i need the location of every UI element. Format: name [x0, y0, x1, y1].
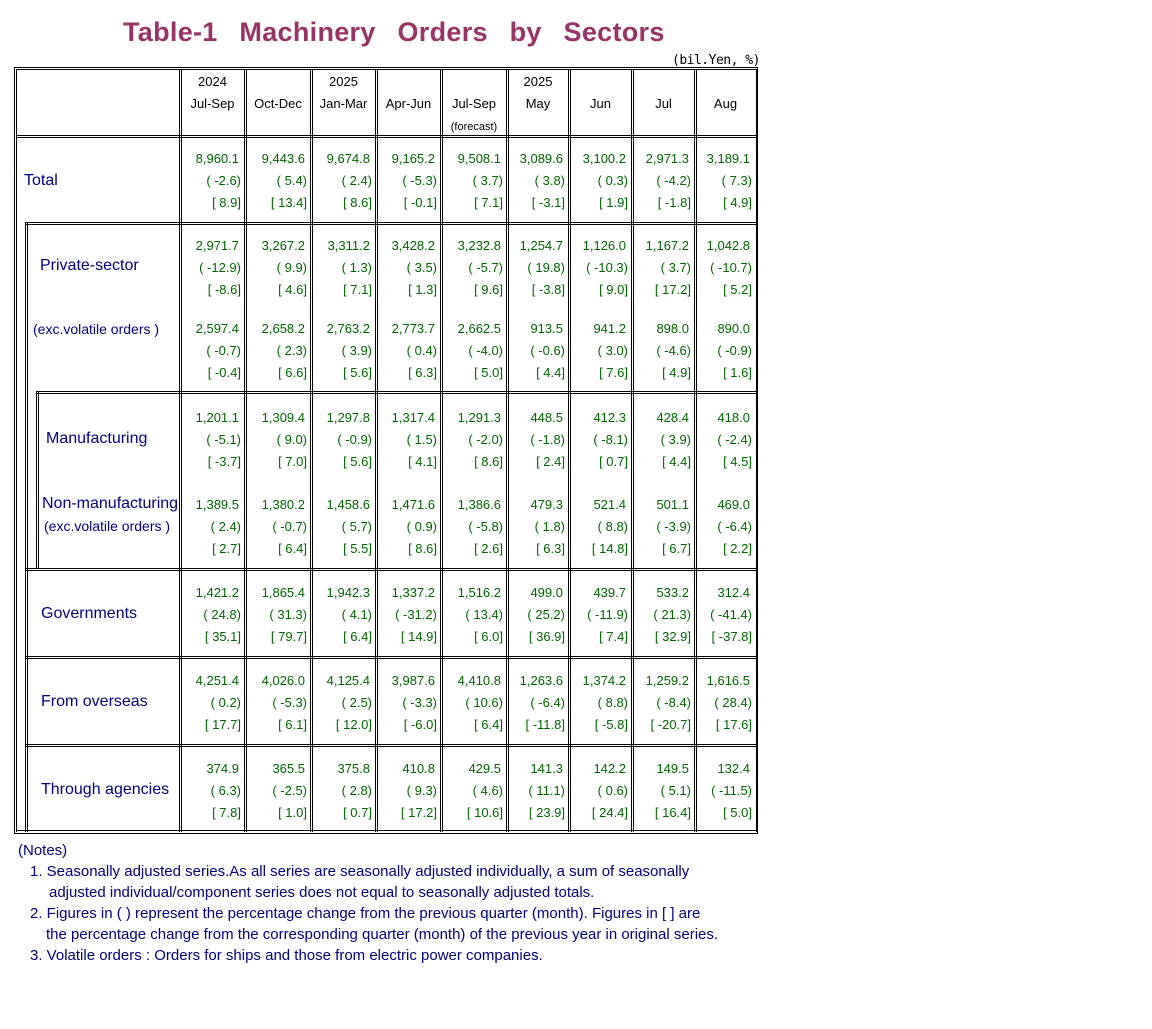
prev-change-cell: ( -41.4)	[710, 607, 752, 622]
column-period: Oct-Dec	[254, 96, 302, 111]
value-cell: 375.8	[337, 761, 370, 776]
prev-change-cell: ( 2.5)	[341, 695, 372, 710]
column-divider	[633, 69, 634, 832]
yoy-change-cell: [ -8.6]	[207, 282, 241, 297]
note-line: the percentage change from the corresponding quarter (month) of the previous year in original series.	[46, 926, 719, 943]
prev-change-cell: ( 7.3)	[721, 173, 752, 188]
row-divider	[36, 391, 757, 392]
yoy-change-cell: [ 7.4]	[599, 629, 628, 644]
yoy-change-cell: [ 17.2]	[400, 805, 437, 820]
column-year: 2025	[523, 74, 553, 89]
table-edge	[16, 69, 757, 70]
yoy-change-cell: [ -3.8]	[531, 282, 565, 297]
value-cell: 4,251.4	[195, 673, 239, 688]
yoy-change-cell: [ 6.7]	[662, 541, 691, 556]
value-cell: 499.0	[530, 585, 563, 600]
prev-change-cell: ( 25.2)	[527, 607, 565, 622]
value-cell: 1,471.6	[391, 497, 435, 512]
prev-change-cell: ( 24.8)	[203, 607, 241, 622]
yoy-change-cell: [ 0.7]	[599, 454, 628, 469]
yoy-change-cell: [ -3.1]	[531, 195, 565, 210]
value-cell: 3,428.2	[391, 238, 435, 253]
prev-change-cell: ( -5.7)	[468, 260, 503, 275]
value-cell: 2,773.7	[391, 321, 435, 336]
value-cell: 149.5	[656, 761, 689, 776]
value-cell: 429.5	[468, 761, 501, 776]
value-cell: 1,263.6	[519, 673, 563, 688]
prev-change-cell: ( -11.5)	[711, 783, 752, 798]
prev-change-cell: ( -5.3)	[402, 173, 437, 188]
value-cell: 374.9	[206, 761, 239, 776]
column-divider	[508, 69, 509, 832]
yoy-change-cell: [ 1.9]	[599, 195, 628, 210]
value-cell: 312.4	[717, 585, 750, 600]
value-cell: 3,100.2	[582, 151, 626, 166]
value-cell: 9,508.1	[457, 151, 501, 166]
prev-change-cell: ( -10.3)	[586, 260, 628, 275]
column-divider	[631, 69, 632, 832]
yoy-change-cell: [ -0.4]	[207, 365, 241, 380]
yoy-change-cell: [ 4.5]	[723, 454, 752, 469]
yoy-change-cell: [ 23.9]	[528, 805, 565, 820]
yoy-change-cell: [ 6.4]	[474, 717, 503, 732]
column-divider	[440, 69, 441, 832]
yoy-change-cell: [ 5.5]	[343, 541, 372, 556]
prev-change-cell: ( -2.4)	[717, 432, 752, 447]
value-cell: 4,125.4	[326, 673, 370, 688]
column-period: Apr-Jun	[385, 96, 432, 111]
note-line: adjusted individual/component series does not equal to seasonally adjusted totals.	[49, 884, 595, 901]
prev-change-cell: ( -8.1)	[593, 432, 628, 447]
value-cell: 8,960.1	[195, 151, 239, 166]
yoy-change-cell: [ 36.9]	[528, 629, 565, 644]
prev-change-cell: ( 13.4)	[465, 607, 503, 622]
yoy-change-cell: [ -1.8]	[657, 195, 691, 210]
prev-change-cell: ( 6.3)	[210, 783, 241, 798]
row-label: Manufacturing	[46, 430, 148, 447]
yoy-change-cell: [ 8.6]	[408, 541, 437, 556]
value-cell: 3,311.2	[327, 238, 370, 253]
value-cell: 521.4	[593, 497, 626, 512]
value-cell: 3,189.1	[706, 151, 750, 166]
column-divider	[16, 69, 17, 832]
yoy-change-cell: [ 6.0]	[474, 629, 503, 644]
value-cell: 890.0	[717, 321, 750, 336]
yoy-change-cell: [ 6.3]	[536, 541, 565, 556]
row-divider	[25, 570, 757, 571]
value-cell: 2,658.2	[261, 321, 305, 336]
yoy-change-cell: [ -6.0]	[403, 717, 437, 732]
column-note: (forecast)	[450, 121, 498, 133]
indent-line	[27, 222, 28, 832]
yoy-change-cell: [ -3.7]	[207, 454, 241, 469]
notes-heading: (Notes)	[18, 842, 68, 859]
column-period: Aug	[713, 96, 738, 111]
table-edge	[16, 830, 757, 831]
value-cell: 428.4	[656, 410, 689, 425]
row-label: (exc.volatile orders )	[33, 321, 160, 337]
value-cell: 1,616.5	[706, 673, 750, 688]
value-cell: 1,374.2	[582, 673, 626, 688]
prev-change-cell: ( 0.6)	[597, 783, 628, 798]
value-cell: 1,317.4	[391, 410, 435, 425]
indent-line	[25, 222, 26, 832]
yoy-change-cell: [ 17.7]	[204, 717, 241, 732]
value-cell: 2,971.7	[195, 238, 239, 253]
column-year: 2024	[198, 74, 227, 89]
prev-change-cell: ( -11.9)	[587, 607, 628, 622]
yoy-change-cell: [ 5.0]	[723, 805, 752, 820]
prev-change-cell: ( 3.0)	[597, 343, 628, 358]
yoy-change-cell: [ 5.0]	[474, 365, 503, 380]
yoy-change-cell: [ 9.6]	[474, 282, 503, 297]
row-sublabel: (exc.volatile orders )	[44, 518, 171, 534]
yoy-change-cell: [ 4.6]	[278, 282, 307, 297]
value-cell: 1,201.1	[195, 410, 239, 425]
value-cell: 142.2	[593, 761, 626, 776]
indent-line	[36, 391, 37, 569]
yoy-change-cell: [ 79.7]	[270, 629, 307, 644]
yoy-change-cell: [ 35.1]	[204, 629, 241, 644]
yoy-change-cell: [ 5.6]	[343, 365, 372, 380]
value-cell: 941.2	[593, 321, 626, 336]
column-period: Jun	[590, 96, 611, 111]
column-divider	[377, 69, 378, 832]
prev-change-cell: ( -6.4)	[530, 695, 565, 710]
yoy-change-cell: [ 6.3]	[408, 365, 437, 380]
prev-change-cell: ( 21.3)	[653, 607, 691, 622]
prev-change-cell: ( -8.4)	[656, 695, 691, 710]
prev-change-cell: ( -31.2)	[395, 607, 437, 622]
yoy-change-cell: [ 6.4]	[343, 629, 372, 644]
yoy-change-cell: [ 8.6]	[343, 195, 372, 210]
prev-change-cell: ( 3.5)	[406, 260, 437, 275]
value-cell: 3,267.2	[261, 238, 305, 253]
prev-change-cell: ( 1.5)	[406, 432, 437, 447]
value-cell: 1,297.8	[326, 410, 370, 425]
value-cell: 141.3	[530, 761, 563, 776]
value-cell: 9,443.6	[261, 151, 305, 166]
prev-change-cell: ( 31.3)	[269, 607, 307, 622]
value-cell: 1,254.7	[519, 238, 563, 253]
row-divider	[25, 222, 757, 223]
column-divider	[756, 69, 757, 832]
prev-change-cell: ( 4.6)	[472, 783, 503, 798]
prev-change-cell: ( -4.0)	[468, 343, 503, 358]
value-cell: 412.3	[593, 410, 626, 425]
prev-change-cell: ( -4.2)	[656, 173, 691, 188]
header-divider	[16, 137, 757, 138]
prev-change-cell: ( 8.8)	[597, 519, 628, 534]
column-divider	[442, 69, 443, 832]
value-cell: 1,458.6	[326, 497, 370, 512]
yoy-change-cell: [ 4.4]	[536, 365, 565, 380]
yoy-change-cell: [ 2.6]	[474, 541, 503, 556]
prev-change-cell: ( -3.3)	[402, 695, 437, 710]
prev-change-cell: ( 19.8)	[527, 260, 565, 275]
yoy-change-cell: [ 4.4]	[662, 454, 691, 469]
prev-change-cell: ( 8.8)	[597, 695, 628, 710]
value-cell: 1,337.2	[391, 585, 435, 600]
prev-change-cell: ( 1.8)	[534, 519, 565, 534]
prev-change-cell: ( -6.4)	[717, 519, 752, 534]
row-divider	[25, 568, 757, 569]
value-cell: 410.8	[402, 761, 435, 776]
yoy-change-cell: [ -11.8]	[525, 717, 565, 732]
value-cell: 9,674.8	[326, 151, 370, 166]
yoy-change-cell: [ 13.4]	[270, 195, 307, 210]
yoy-change-cell: [ 7.0]	[278, 454, 307, 469]
value-cell: 2,763.2	[326, 321, 370, 336]
prev-change-cell: ( 5.4)	[276, 173, 307, 188]
column-divider	[312, 69, 313, 832]
row-label: Non-manufacturing	[42, 495, 179, 512]
yoy-change-cell: [ 7.1]	[343, 282, 372, 297]
value-cell: 1,167.2	[645, 238, 689, 253]
yoy-change-cell: [ 5.6]	[343, 454, 372, 469]
column-period: Jul	[655, 96, 672, 111]
yoy-change-cell: [ 4.1]	[408, 454, 437, 469]
note-line: 1. Seasonally adjusted series.As all series are seasonally adjusted individually, a sum of seasonally	[30, 863, 690, 880]
value-cell: 3,987.6	[391, 673, 435, 688]
value-cell: 1,042.8	[706, 238, 750, 253]
value-cell: 898.0	[656, 321, 689, 336]
row-label: Total	[24, 172, 58, 189]
prev-change-cell: ( -10.7)	[710, 260, 752, 275]
prev-change-cell: ( 3.7)	[660, 260, 691, 275]
prev-change-cell: ( 2.4)	[210, 519, 241, 534]
value-cell: 9,165.2	[391, 151, 435, 166]
prev-change-cell: ( -5.8)	[468, 519, 503, 534]
column-divider	[694, 69, 695, 832]
yoy-change-cell: [ 9.0]	[599, 282, 628, 297]
row-divider	[25, 658, 757, 659]
value-cell: 1,386.6	[457, 497, 501, 512]
value-cell: 4,410.8	[457, 673, 501, 688]
value-cell: 1,942.3	[326, 585, 370, 600]
yoy-change-cell: [ 1.0]	[278, 805, 307, 820]
prev-change-cell: ( 5.7)	[341, 519, 372, 534]
yoy-change-cell: [ 12.0]	[335, 717, 372, 732]
prev-change-cell: ( -4.6)	[656, 343, 691, 358]
value-cell: 1,516.2	[457, 585, 501, 600]
row-divider	[36, 393, 757, 394]
column-period: May	[525, 96, 551, 111]
row-divider	[25, 656, 757, 657]
column-divider	[568, 69, 569, 832]
prev-change-cell: ( -5.3)	[272, 695, 307, 710]
value-cell: 439.7	[593, 585, 626, 600]
column-year: 2025	[329, 74, 358, 89]
prev-change-cell: ( 0.4)	[406, 343, 437, 358]
prev-change-cell: ( 11.1)	[528, 783, 565, 798]
prev-change-cell: ( -12.9)	[199, 260, 241, 275]
prev-change-cell: ( 0.2)	[210, 695, 241, 710]
row-divider	[25, 744, 757, 745]
column-divider	[375, 69, 376, 832]
value-cell: 2,597.4	[195, 321, 239, 336]
yoy-change-cell: [ 6.4]	[278, 541, 307, 556]
row-divider	[25, 746, 757, 747]
prev-change-cell: ( 2.8)	[341, 783, 372, 798]
yoy-change-cell: [ 6.1]	[278, 717, 307, 732]
value-cell: 1,291.3	[457, 410, 501, 425]
note-line: 2. Figures in ( ) represent the percentage change from the previous quarter (month). Figures in [ ] are	[30, 905, 701, 922]
value-cell: 132.4	[717, 761, 750, 776]
prev-change-cell: ( -0.9)	[717, 343, 752, 358]
yoy-change-cell: [ -5.8]	[594, 717, 628, 732]
prev-change-cell: ( 5.1)	[660, 783, 691, 798]
yoy-change-cell: [ 7.6]	[599, 365, 628, 380]
prev-change-cell: ( 10.6)	[465, 695, 503, 710]
yoy-change-cell: [ 5.2]	[723, 282, 752, 297]
value-cell: 2,662.5	[457, 321, 501, 336]
column-period: Jul-Sep	[451, 96, 497, 111]
yoy-change-cell: [ 10.6]	[466, 805, 503, 820]
column-divider	[246, 69, 247, 832]
column-divider	[570, 69, 571, 832]
indent-line	[38, 391, 39, 569]
value-cell: 913.5	[530, 321, 563, 336]
prev-change-cell: ( 1.3)	[341, 260, 372, 275]
column-divider	[506, 69, 507, 832]
row-label: Through agencies	[41, 781, 170, 798]
prev-change-cell: ( -0.7)	[206, 343, 241, 358]
value-cell: 3,232.8	[457, 238, 501, 253]
prev-change-cell: ( 3.9)	[341, 343, 372, 358]
row-label: From overseas	[41, 693, 148, 710]
yoy-change-cell: [ 14.8]	[591, 541, 628, 556]
column-divider	[696, 69, 697, 832]
prev-change-cell: ( -2.5)	[272, 783, 307, 798]
prev-change-cell: ( -0.9)	[337, 432, 372, 447]
yoy-change-cell: [ 7.1]	[474, 195, 503, 210]
value-cell: 1,380.2	[261, 497, 305, 512]
value-cell: 479.3	[530, 497, 563, 512]
yoy-change-cell: [ -0.1]	[403, 195, 437, 210]
value-cell: 1,259.2	[645, 673, 689, 688]
yoy-change-cell: [ 1.3]	[408, 282, 437, 297]
unit-label: (bil.Yen, %)	[672, 53, 760, 68]
value-cell: 1,389.5	[195, 497, 239, 512]
prev-change-cell: ( -5.1)	[206, 432, 241, 447]
yoy-change-cell: [ 2.7]	[212, 541, 241, 556]
column-period: Jan-Mar	[319, 96, 368, 111]
value-cell: 2,971.3	[645, 151, 689, 166]
prev-change-cell: ( -2.6)	[206, 173, 241, 188]
value-cell: 418.0	[717, 410, 750, 425]
yoy-change-cell: [ -20.7]	[650, 717, 691, 732]
value-cell: 4,026.0	[261, 673, 305, 688]
yoy-change-cell: [ 17.6]	[715, 717, 752, 732]
value-cell: 1,126.0	[582, 238, 626, 253]
prev-change-cell: ( 0.9)	[406, 519, 437, 534]
yoy-change-cell: [ 1.6]	[723, 365, 752, 380]
prev-change-cell: ( 9.0)	[276, 432, 307, 447]
notes-section	[18, 840, 718, 966]
prev-change-cell: ( 2.4)	[341, 173, 372, 188]
yoy-change-cell: [ 8.6]	[474, 454, 503, 469]
row-label: Governments	[41, 605, 138, 622]
value-cell: 501.1	[656, 497, 689, 512]
prev-change-cell: ( 9.9)	[276, 260, 307, 275]
value-cell: 1,309.4	[261, 410, 305, 425]
value-cell: 469.0	[717, 497, 750, 512]
yoy-change-cell: [ 2.2]	[723, 541, 752, 556]
value-cell: 533.2	[656, 585, 689, 600]
value-cell: 448.5	[530, 410, 563, 425]
prev-change-cell: ( 0.3)	[597, 173, 628, 188]
yoy-change-cell: [ 4.9]	[662, 365, 691, 380]
yoy-change-cell: [ 6.6]	[278, 365, 307, 380]
column-period: Jul-Sep	[190, 96, 235, 111]
column-divider	[179, 69, 180, 832]
yoy-change-cell: [ 17.2]	[654, 282, 691, 297]
prev-change-cell: ( 28.4)	[714, 695, 752, 710]
prev-change-cell: ( 3.7)	[472, 173, 503, 188]
yoy-change-cell: [ 4.9]	[723, 195, 752, 210]
prev-change-cell: ( -2.0)	[468, 432, 503, 447]
value-cell: 1,865.4	[261, 585, 305, 600]
column-divider	[181, 69, 182, 832]
value-cell: 365.5	[272, 761, 305, 776]
prev-change-cell: ( 4.1)	[341, 607, 372, 622]
prev-change-cell: ( -1.8)	[530, 432, 565, 447]
note-line: 3. Volatile orders : Orders for ships and those from electric power companies.	[30, 947, 543, 964]
row-divider	[25, 224, 757, 225]
prev-change-cell: ( 3.8)	[534, 173, 565, 188]
prev-change-cell: ( 9.3)	[406, 783, 437, 798]
prev-change-cell: ( -3.9)	[656, 519, 691, 534]
value-cell: 1,421.2	[195, 585, 239, 600]
prev-change-cell: ( 2.3)	[276, 343, 307, 358]
yoy-change-cell: [ -37.8]	[711, 629, 752, 644]
header-divider	[16, 135, 757, 136]
yoy-change-cell: [ 7.8]	[212, 805, 241, 820]
prev-change-cell: ( -0.6)	[530, 343, 565, 358]
yoy-change-cell: [ 0.7]	[343, 805, 372, 820]
yoy-change-cell: [ 32.9]	[654, 629, 691, 644]
yoy-change-cell: [ 14.9]	[400, 629, 437, 644]
yoy-change-cell: [ 2.4]	[536, 454, 565, 469]
prev-change-cell: ( -0.7)	[272, 519, 307, 534]
column-divider	[310, 69, 311, 832]
yoy-change-cell: [ 24.4]	[591, 805, 628, 820]
row-label: Private-sector	[40, 257, 139, 274]
column-divider	[244, 69, 245, 832]
prev-change-cell: ( 3.9)	[660, 432, 691, 447]
table-title: Table-1 Machinery Orders by Sectors	[123, 17, 665, 47]
yoy-change-cell: [ 16.4]	[654, 805, 691, 820]
value-cell: 3,089.6	[519, 151, 563, 166]
yoy-change-cell: [ 8.9]	[212, 195, 241, 210]
